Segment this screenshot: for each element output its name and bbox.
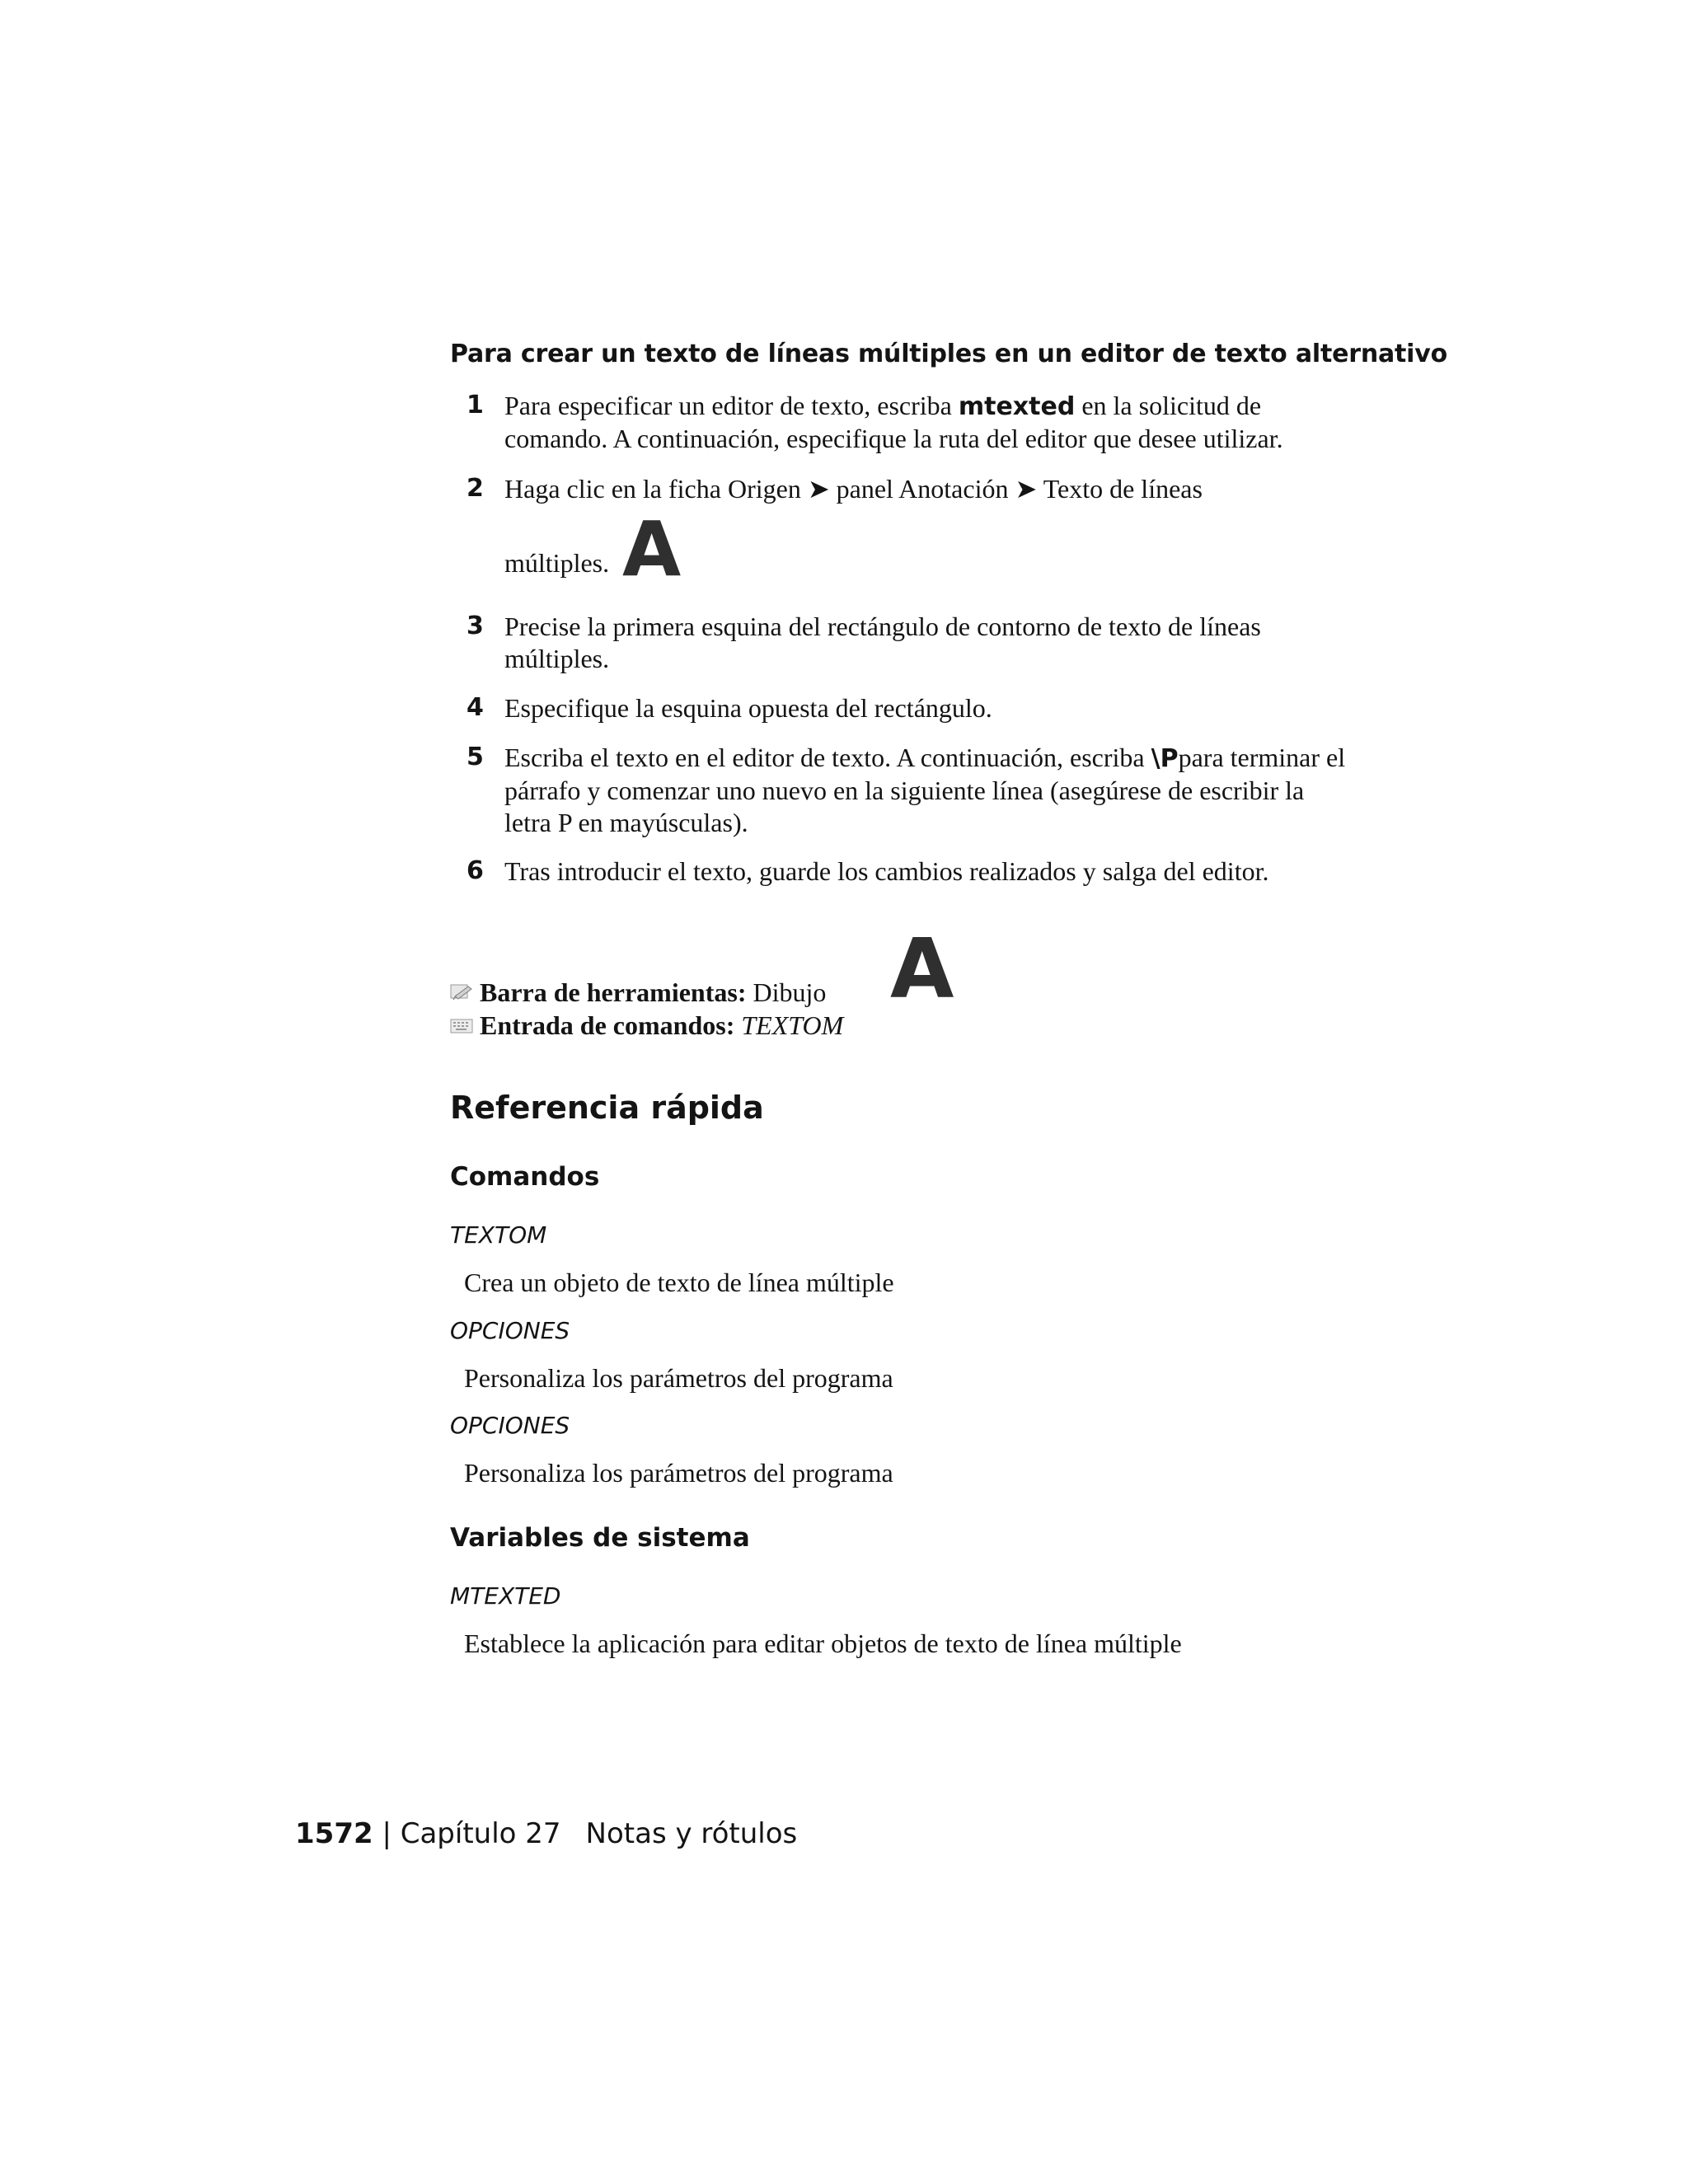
step-text xyxy=(504,390,1353,455)
command-description: Personaliza los parámetros del programa xyxy=(464,1458,893,1488)
step-number: 3 xyxy=(467,612,484,640)
keyboard-icon xyxy=(450,1012,475,1032)
step-number: 1 xyxy=(467,391,484,419)
step-text-line2-row xyxy=(504,505,1353,593)
toolbar-label: Barra de herramientas: xyxy=(480,977,747,1007)
page-footer xyxy=(295,1817,797,1850)
toolbar-icon xyxy=(450,979,475,999)
command-term: TEXTOM xyxy=(450,1221,547,1249)
step-text-post: en la solicitud de comando. A continuación, especifique la ruta del editor que desee utilizar. xyxy=(504,391,1283,453)
step-text xyxy=(504,742,1353,839)
command-name: mtexted xyxy=(958,392,1076,421)
page-number: 1572 xyxy=(295,1817,373,1850)
footer-separator: | xyxy=(382,1817,392,1850)
step-text: Tras introducir el texto, guarde los cambios realizados y salga del editor. xyxy=(504,856,1269,886)
toolbar-access-line xyxy=(450,977,826,1008)
commands-heading: Comandos xyxy=(450,1162,600,1192)
step-text-line1: Haga clic en la ficha Origen ➤ panel Anotación ➤ Texto de líneas xyxy=(504,474,1203,504)
chapter-title: Notas y rótulos xyxy=(585,1817,798,1850)
command-label: Entrada de comandos: xyxy=(480,1010,735,1040)
multiline-text-icon: A xyxy=(622,505,682,593)
step-text-pre: Escriba el texto en el editor de texto. A continuación, escriba xyxy=(504,743,1151,772)
command-description: Personaliza los parámetros del programa xyxy=(464,1363,893,1393)
escape-sequence: \P xyxy=(1151,744,1179,773)
step-text xyxy=(504,473,1353,593)
sysvar-term: MTEXTED xyxy=(450,1582,561,1610)
chapter-number: Capítulo 27 xyxy=(400,1817,561,1850)
quick-reference-title: Referencia rápida xyxy=(450,1090,764,1126)
toolbar-multiline-text-icon: A xyxy=(890,921,954,1017)
step-text-pre: Para especificar un editor de texto, escriba xyxy=(504,391,959,420)
sysvars-heading: Variables de sistema xyxy=(450,1523,750,1553)
step-number: 6 xyxy=(467,856,484,885)
command-term: OPCIONES xyxy=(450,1317,570,1344)
command-value: TEXTOM xyxy=(741,1010,844,1040)
command-description: Crea un objeto de texto de línea múltiple xyxy=(464,1268,894,1297)
step-number: 4 xyxy=(467,693,484,722)
step-text-post: para terminar el párrafo y comenzar uno nuevo en la siguiente línea (asegúrese de escribir la letra P en mayúsculas). xyxy=(504,743,1346,837)
step-text: Especifique la esquina opuesta del rectángulo. xyxy=(504,693,992,723)
step-number: 2 xyxy=(467,474,484,503)
command-access-line xyxy=(450,1010,843,1041)
procedure-title: Para crear un texto de líneas múltiples en un editor de texto alternativo xyxy=(450,340,1448,368)
sysvar-description: Establece la aplicación para editar objetos de texto de línea múltiple xyxy=(464,1629,1182,1658)
toolbar-value: Dibujo xyxy=(753,977,827,1007)
step-text: Precise la primera esquina del rectángulo de contorno de texto de líneas múltiples. xyxy=(504,612,1261,673)
step-number: 5 xyxy=(467,743,484,771)
step-text-line2: múltiples. xyxy=(504,548,610,578)
command-term: OPCIONES xyxy=(450,1412,570,1439)
